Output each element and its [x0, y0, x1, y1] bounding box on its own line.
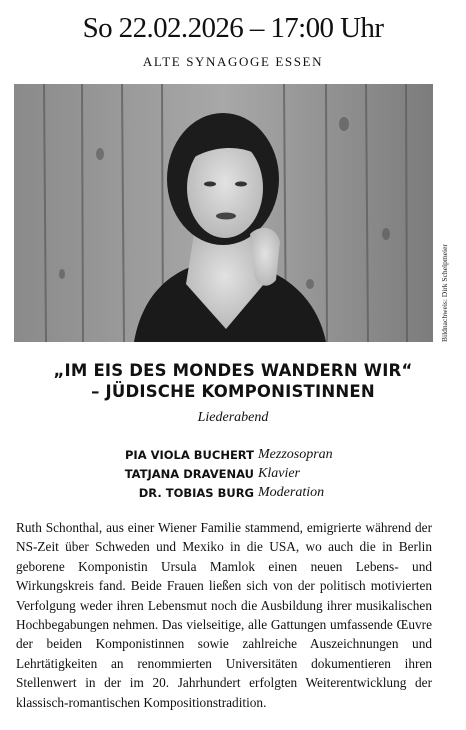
event-title-line-2: – JÜDISCHE KOMPONISTINNEN [91, 382, 375, 401]
event-date: So 22.02.2026 – 17:00 Uhr [82, 12, 384, 44]
event-venue: ALTE SYNAGOGE ESSEN [142, 54, 324, 69]
performer-role: Moderation [258, 485, 325, 500]
photo-credit: Bildnachweis: Dirk Schelpmeier [440, 244, 449, 342]
performer-row [0, 447, 466, 465]
event-subtitle: Liederabend [197, 410, 269, 425]
performer-role: Mezzosopran [258, 447, 333, 462]
performer-name: DR. TOBIAS BURG [138, 486, 254, 500]
performer-row [0, 466, 466, 484]
event-title [14, 360, 452, 402]
portrait-photo [14, 84, 433, 342]
performer-name: TATJANA DRAVENAU [124, 467, 254, 481]
performer-role: Klavier [258, 466, 300, 481]
performer-row [0, 485, 466, 503]
event-description: Ruth Schonthal, aus einer Wiener Familie stammend, emigrierte während der NS-Zeit über Schweden und Mexiko in die USA, wo auch die in Berlin geborene Komponistin Ursula Mamlok einen neuen Lebens- und Wirkungskreis fand. Beide Frauen ließen sich von der politisch motivierten Verfolgung weder ihren Lebensmut noch die Ausbildung ihrer musikalischen Hochbegabungen nehmen. Das vielseitige, alle Gattungen umfassende Œuvre der beiden Komponistinnen sowie zahlreiche Auszeichnungen und Lehrtätigkeiten an renommierten Universitäten dokumentieren ihren Stellenwert in der im 20. Jahrhundert erfolgten Weiterentwicklung der klassisch-romantischen Kompositionstradition. [16, 520, 432, 710]
event-title-line-1: „IM EIS DES MONDES WANDERN WIR“ [53, 361, 413, 380]
performer-name: PIA VIOLA BUCHERT [124, 448, 254, 462]
